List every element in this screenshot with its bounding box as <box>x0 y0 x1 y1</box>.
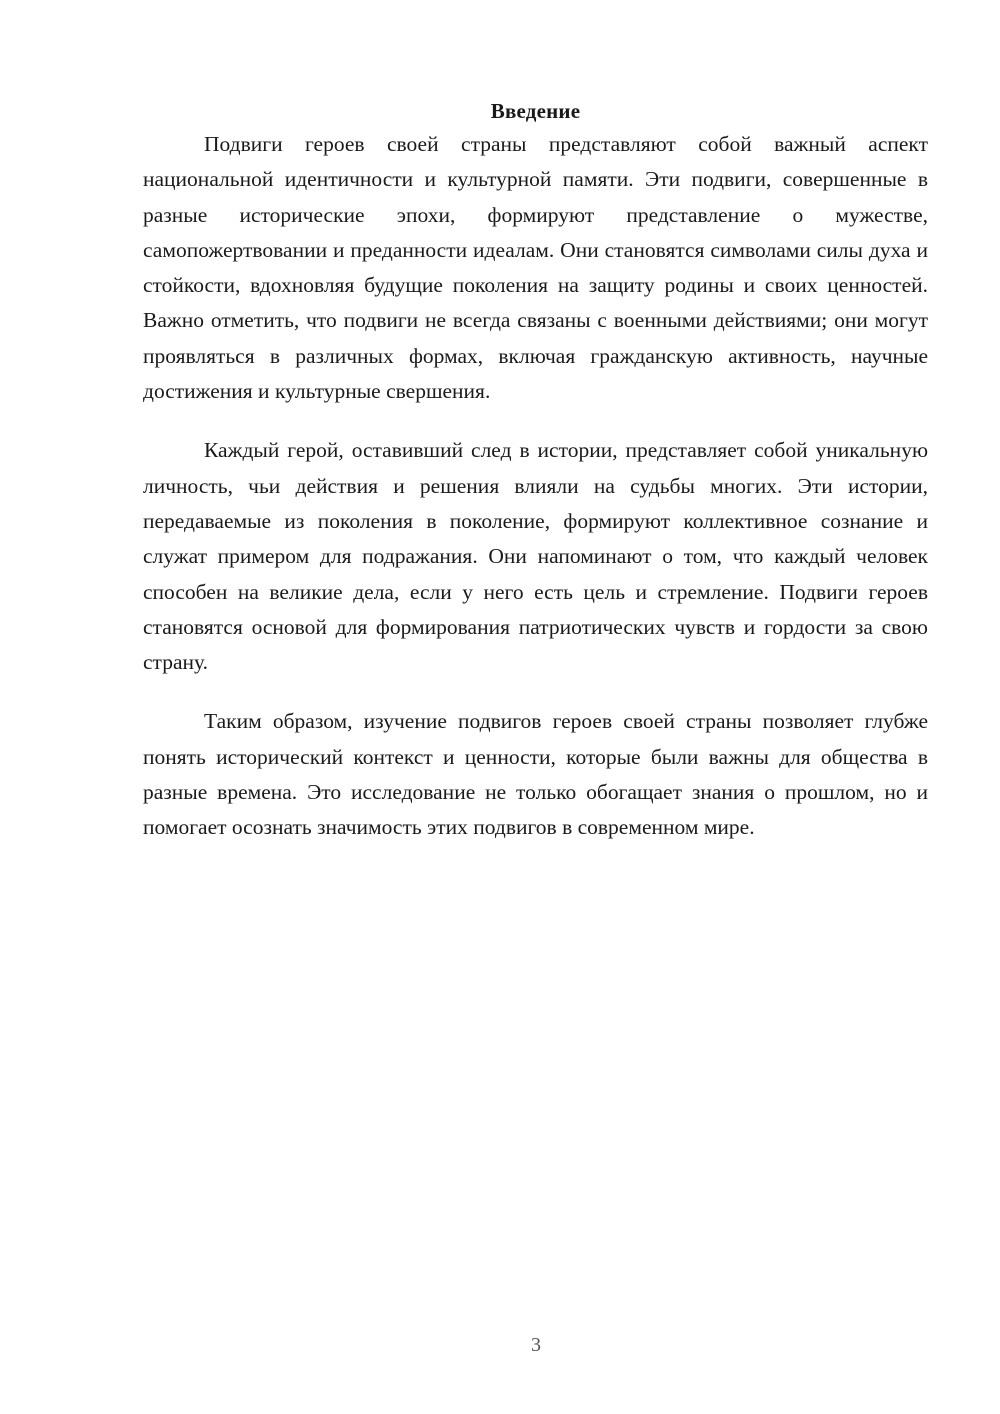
section-heading: Введение <box>490 99 581 123</box>
paragraph-3: Таким образом, изучение подвигов героев своей страны позволяет глубже понять исторический контекст и ценности, которые были важны для общества в разные времена. Это исследование не только обогащает знания о прошлом, но и помогает осознать значимость этих подвигов в современном мире. <box>143 709 928 840</box>
page-content <box>143 95 928 846</box>
page-number: 3 <box>531 1334 541 1356</box>
paragraph-2: Каждый герой, оставивший след в истории, представляет собой уникальную личность, чьи действия и решения влияли на судьбы многих. Эти истории, передаваемые из поколения в поколение, формируют коллективное сознание и служат примером для подражания. Они напоминают о том, что каждый человек способен на великие дела, если у него есть цель и стремление. Подвиги героев становятся основой для формирования патриотических чувств и гордости за свою страну. <box>143 438 928 675</box>
paragraph-1: Подвиги героев своей страны представляют собой важный аспект национальной идентичности и культурной памяти. Эти подвиги, совершенные в разные исторические эпохи, формируют представление о мужестве, самопожертвовании и преданности идеалам. Они становятся символами силы духа и стойкости, вдохновляя будущие поколения на защиту родины и своих ценностей. Важно отметить, что подвиги не всегда связаны с военными действиями; они могут проявляться в различных формах, включая гражданскую активность, научные достижения и культурные свершения. <box>143 132 928 404</box>
